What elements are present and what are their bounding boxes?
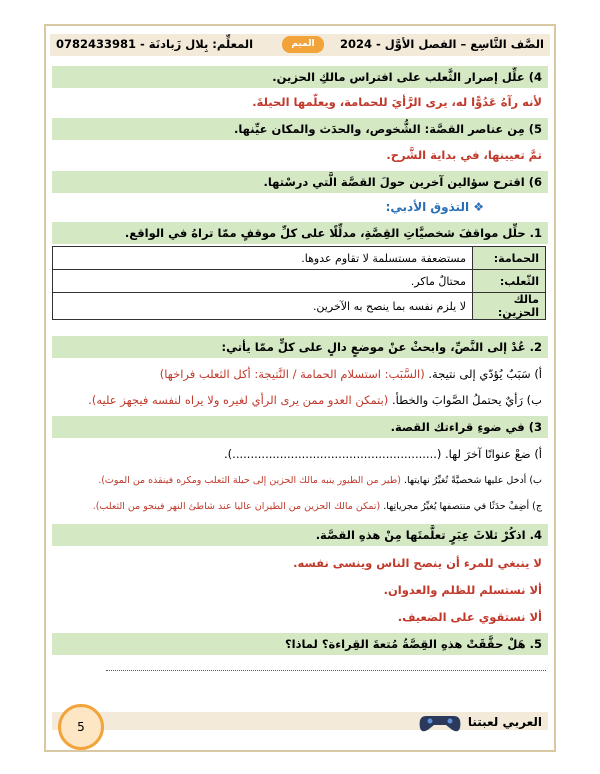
l4-answer-1: لا ينبغي للمرء أن ينصح الناس وينسى نفسه. [293,556,542,570]
l5-question: 5. هَلْ حقَّقَتْ هذهِ القِصَّةُ مُتعةَ القِراءة؟ لماذا؟ [52,633,548,655]
l3-question: 3) في ضوءِ قراءتك القصة. [52,416,548,438]
l3-b-label: ب) أدخل عليها شخصيَّةً تُغيِّرُ نهايتها. [404,475,542,486]
q5-answer: تمَّ تعيينها، في بداية الشَّرح. [386,148,542,162]
character-name: الثّعلب: [473,270,546,293]
footer-brand: العربي لعبتنا [467,715,542,729]
l3-b-answer: (طير من الطيور ينبه مالك الحزين إلى حيلة الثعلب ومكره فينقذه من الموت). [98,475,401,486]
l3-c [52,497,548,517]
teacher-info: المعلِّم: بِلال زَبادنَة - 0782433981 [56,37,254,51]
table-row [53,270,546,293]
l4-question: 4. اذكُرْ ثلاثَ عِبَرٍ تعلَّمتَها مِنْ هذهِ القصَّة. [52,524,548,546]
character-desc: لا يلزم نفسه بما ينصح به الآخرين. [53,293,473,320]
characters-table [52,246,546,320]
q6-question: 6) اقترح سؤالين آخرين حولَ القصَّة الَّتي درسْتها. [52,171,548,193]
l2-a-label: أ) سَبَبٌ يُؤدّي إلى نتيجة. [428,367,542,381]
l2-b-label: ب) رَأيٌ يحتملُ الصَّوابَ والخطأ. [391,393,542,407]
character-desc: محتالٌ ماكر. [53,270,473,293]
literary-heading: ❖ التذوق الأدبي: [385,200,484,214]
q4-question: 4) علِّل إصرار الثَّعلب على افتراس مالكِ الحزين. [52,66,548,88]
answer-line [106,670,546,671]
page-number: 5 [58,704,104,750]
brand-logo: الميم [282,36,324,53]
l2-a-answer: (السَّبَب: استسلام الحمامة / النَّتيجة: أكل الثعلب فراخها) [159,367,425,381]
l2-b [52,390,548,410]
q5-question: 5) مِن عناصر القصَّة: الشُّخوص، والحدَث والمكان عيِّنها. [52,118,548,140]
page-header [50,34,550,56]
l4-answer-3: ألا نستقوي على الضعيف. [397,610,542,624]
character-name: مالك الحزين: [473,293,546,320]
l3-c-label: ج) أضِفْ حدَثًا في منتصفها يُغيِّرُ مجرياتِها. [383,501,542,512]
l4-answer-2: ألا نستسلم للظلم والعدوان. [383,583,542,597]
l2-a [52,364,548,384]
character-name: الحمامة: [473,247,546,270]
l2-b-answer: (بتمكن العدو ممن يرى الرأي لغيره ولا يراه لنفسه فيجهز عليه). [88,393,389,407]
l3-c-answer: (تمكن مالك الحزين من الطيران عاليا عند شاطئ النهر فينجو من الثعلب). [92,501,381,512]
q4-answer: لأنه رآهُ عَدُوًّا له، يرى الرَّأيَ للحمامة، ويعلّمها الحيلةَ. [252,95,542,109]
l3-b [52,471,548,491]
grade-title: الصَّف التَّاسِع – الفصل الأوَّل - 2024 [339,37,544,51]
table-row [53,293,546,320]
table-row [53,247,546,270]
l3-a: أ) ضعْ عنوانًا آخرَ لها. (........................................................). [224,447,542,461]
l1-question: 1. حلِّل مواقفَ شخصيَّاتِ القِصَّةِ، مدلِّلًا على كلِّ موقفٍ ممّا تراهُ في الواقع. [52,222,548,244]
gamepad-icon [418,712,462,734]
character-desc: مستضعفة مستسلمة لا تقاوم عدوها. [53,247,473,270]
l2-question: 2. عُدْ إلى النَّصِّ، وابحثْ عنْ موضعٍ دالٍ على كلٍّ ممّا يأتي: [52,336,548,358]
